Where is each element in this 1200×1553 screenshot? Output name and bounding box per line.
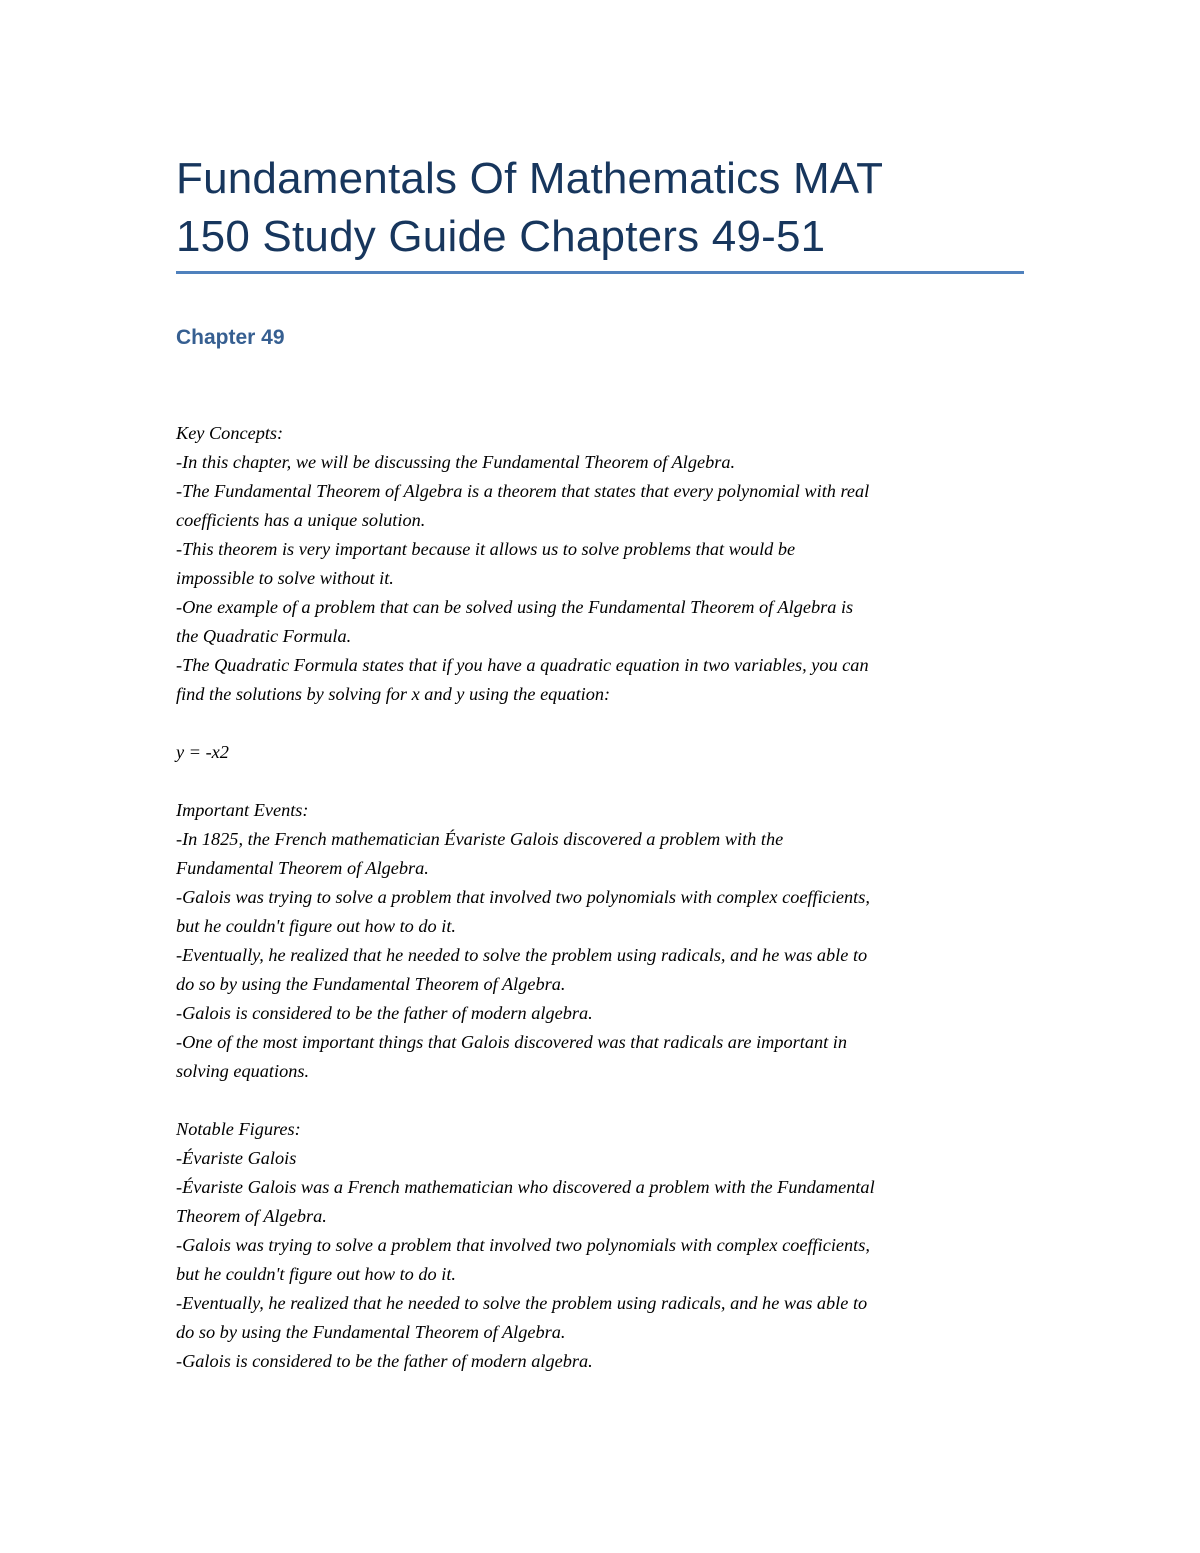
notable-figures-section [176,1115,1036,1376]
notable-figures-line: -Galois was trying to solve a problem that involved two polynomials with complex coefficients, [176,1235,870,1255]
key-concepts-line: coefficients has a unique solution. [176,510,426,530]
equation: y = -x2 [176,742,229,762]
document-title [176,150,1036,266]
important-events-heading: Important Events: [176,800,309,820]
notable-figures-line: -Évariste Galois was a French mathematician who discovered a problem with the Fundamental [176,1177,875,1197]
important-events-line: but he couldn't figure out how to do it. [176,916,456,936]
title-line-2: 150 Study Guide Chapters 49-51 [176,212,826,261]
notable-figures-line: -Eventually, he realized that he needed to solve the problem using radicals, and he was able to [176,1293,868,1313]
paragraph-gap [176,709,1036,738]
chapter-heading: Chapter 49 [176,326,285,349]
key-concepts-line: the Quadratic Formula. [176,626,352,646]
key-concepts-line: -In this chapter, we will be discussing the Fundamental Theorem of Algebra. [176,452,736,472]
important-events-line: solving equations. [176,1061,310,1081]
notable-figures-line: Theorem of Algebra. [176,1206,327,1226]
title-underline-rule [176,271,1024,274]
key-concepts-section [176,419,1036,767]
notable-figures-line: -Évariste Galois [176,1148,297,1168]
notable-figures-line: do so by using the Fundamental Theorem of Algebra. [176,1322,566,1342]
important-events-line: -Galois is considered to be the father of modern algebra. [176,1003,593,1023]
key-concepts-heading: Key Concepts: [176,423,284,443]
title-line-1: Fundamentals Of Mathematics MAT [176,154,884,203]
paragraph-gap [176,1086,1036,1115]
important-events-line: do so by using the Fundamental Theorem of Algebra. [176,974,566,994]
important-events-line: -Galois was trying to solve a problem that involved two polynomials with complex coefficients, [176,887,870,907]
key-concepts-line: -This theorem is very important because it allows us to solve problems that would be [176,539,796,559]
important-events-section [176,796,1036,1086]
paragraph-gap [176,767,1036,796]
important-events-line: -In 1825, the French mathematician Évariste Galois discovered a problem with the [176,829,784,849]
notable-figures-line: but he couldn't figure out how to do it. [176,1264,456,1284]
key-concepts-line: -One example of a problem that can be solved using the Fundamental Theorem of Algebra is [176,597,854,617]
important-events-line: -One of the most important things that Galois discovered was that radicals are important in [176,1032,847,1052]
key-concepts-line: -The Fundamental Theorem of Algebra is a theorem that states that every polynomial with real [176,481,870,501]
important-events-line: Fundamental Theorem of Algebra. [176,858,429,878]
notable-figures-line: -Galois is considered to be the father of modern algebra. [176,1351,593,1371]
key-concepts-line: impossible to solve without it. [176,568,394,588]
key-concepts-line: -The Quadratic Formula states that if you have a quadratic equation in two variables, you can [176,655,869,675]
chapter-body [176,419,1036,1376]
key-concepts-line: find the solutions by solving for x and y using the equation: [176,684,611,704]
notable-figures-heading: Notable Figures: [176,1119,301,1139]
important-events-line: -Eventually, he realized that he needed to solve the problem using radicals, and he was able to [176,945,868,965]
